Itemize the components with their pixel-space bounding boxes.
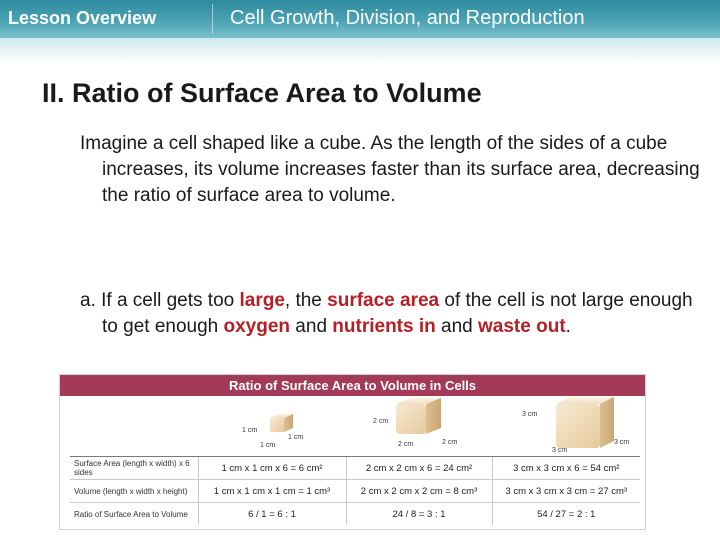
table-cell: 2 cm x 2 cm x 2 cm = 8 cm³ [346, 480, 492, 503]
table-cell: 3 cm x 3 cm x 3 cm = 27 cm³ [492, 480, 640, 503]
para2-mid-4: and [435, 316, 479, 337]
cube-2-side-label: 2 cm [373, 418, 389, 425]
cube-2cm [396, 398, 441, 434]
cube-1-depth-label: 1 cm [288, 434, 304, 441]
paragraph-cube-intro: Imagine a cell shaped like a cube. As the length of the sides of a cube increases, its volume increases faster than its surface area, decreasing the ratio of surface area to volume. [80, 133, 700, 206]
table-cell: 2 cm x 2 cm x 6 = 24 cm² [346, 457, 492, 480]
cube-3-depth-label: 3 cm [614, 439, 630, 446]
cube-3-side-label: 3 cm [522, 411, 538, 418]
table-cell: 24 / 8 = 3 : 1 [346, 503, 492, 526]
cube-3-bottom-label: 3 cm [552, 447, 568, 454]
table-cell: 3 cm x 3 cm x 6 = 54 cm² [492, 457, 640, 480]
highlight-surface-area: surface area [327, 290, 440, 311]
highlight-large: large [239, 290, 285, 311]
para2-mid-2: of the cell is not large enough to get enough [102, 290, 693, 337]
row-label-ratio: Ratio of Surface Area to Volume [70, 503, 198, 526]
header-fade [0, 38, 720, 64]
cube-3cm [556, 397, 614, 448]
lesson-label: Lesson Overview [8, 8, 157, 28]
cube-1-bottom-label: 1 cm [260, 442, 276, 449]
ratio-table [70, 456, 640, 525]
header-divider [212, 4, 213, 34]
slide-title: II. Ratio of Surface Area to Volume [42, 78, 482, 108]
cube-2-depth-label: 2 cm [442, 439, 458, 446]
highlight-oxygen: oxygen [223, 316, 291, 337]
table-cell: 54 / 27 = 2 : 1 [492, 503, 640, 526]
para2-mid-3: and [290, 316, 333, 337]
table-cell: 1 cm x 1 cm x 1 cm = 1 cm³ [198, 480, 346, 503]
para2-prefix: a. If a cell gets too [80, 290, 240, 311]
cube-2-bottom-label: 2 cm [398, 441, 414, 448]
table-row [70, 503, 640, 526]
table-row [70, 480, 640, 503]
table-cell: 6 / 1 = 6 : 1 [198, 503, 346, 526]
row-label-volume: Volume (length x width x height) [70, 480, 198, 503]
table-row [70, 457, 640, 480]
highlight-nutrients-in: nutrients in [332, 316, 436, 337]
figure-title: Ratio of Surface Area to Volume in Cells [228, 378, 477, 393]
highlight-waste-out: waste out [478, 316, 566, 337]
para2-suffix: . [565, 316, 571, 337]
surface-area-figure [59, 374, 646, 530]
row-label-surface-area: Surface Area (length x width) x 6 sides [70, 457, 198, 480]
paragraph-large-cell [80, 288, 712, 340]
table-cell: 1 cm x 1 cm x 6 = 6 cm² [198, 457, 346, 480]
cube-1cm [270, 414, 293, 432]
para2-mid-1: , the [284, 290, 328, 311]
cube-1-side-label: 1 cm [242, 427, 258, 434]
chapter-title: Cell Growth, Division, and Reproduction [230, 7, 585, 29]
